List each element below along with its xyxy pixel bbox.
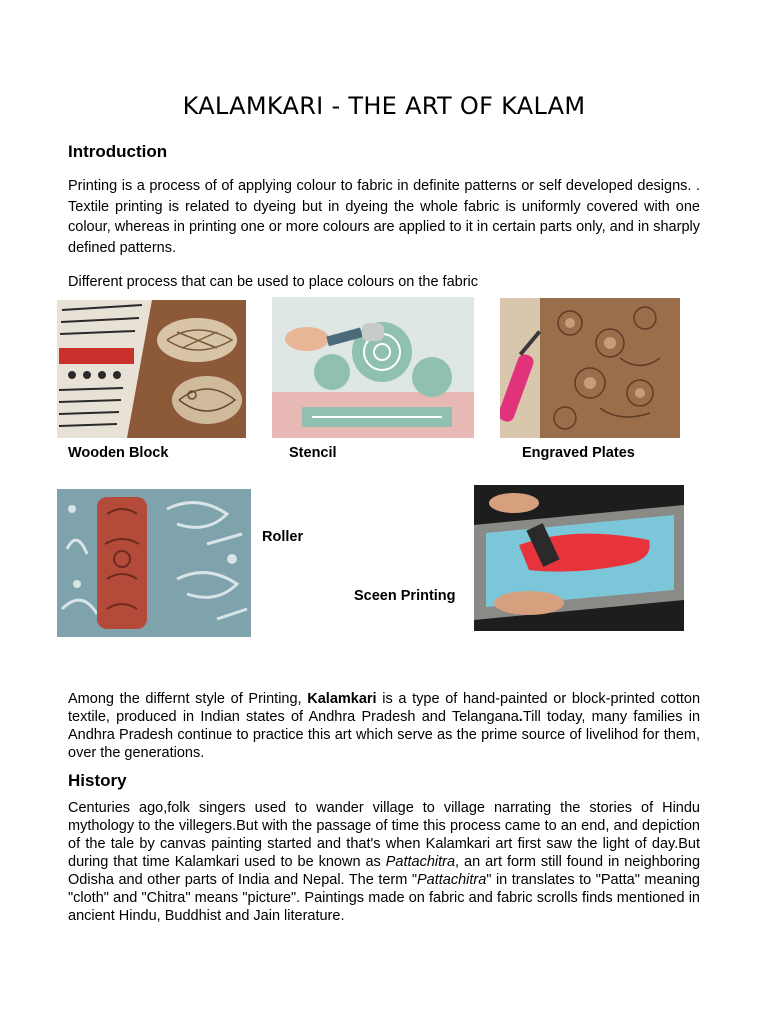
page-title: KALAMKARI - THE ART OF KALAM xyxy=(182,92,586,120)
stencil-image xyxy=(272,297,474,438)
caption-screen-printing: Sceen Printing xyxy=(354,588,456,604)
introduction-paragraph: Printing is a process of of applying colour to fabric in definite patterns or self developed designs. . Textile printing is related to dyeing but in dyeing the whole fabric is uniformly covered with one colour, whereas in printing one or more colours are applied to it in certain parts only, and in sharply defined patterns. xyxy=(68,178,700,256)
caption-engraved-plates: Engraved Plates xyxy=(522,445,635,461)
kalamkari-term: Kalamkari xyxy=(307,691,377,707)
kalamkari-paragraph: Among the differnt style of Printing, Kalamkari is a type of hand-painted or block-printed cotton textile, produced in Indian states of Andhra Pradesh and Telangana.Till today, many families in Andhra Pradesh continue to practice this art which serve as the prime source of livelihod for them, over the generations. xyxy=(68,691,701,761)
roller-image xyxy=(57,489,251,637)
screen-printing-image xyxy=(474,485,684,631)
history-heading: History xyxy=(68,771,127,790)
engraved-plates-image xyxy=(500,298,680,438)
caption-wooden-block: Wooden Block xyxy=(68,445,169,461)
process-line: Different process that can be used to place colours on the fabric xyxy=(68,274,479,290)
wooden-block-image xyxy=(57,300,246,438)
caption-roller: Roller xyxy=(262,529,304,545)
caption-stencil: Stencil xyxy=(289,445,337,461)
history-paragraph: Centuries ago,folk singers used to wander village to village narrating the stories of Hindu mythology to the villegers.But with the passage of time this process came to an end, and depiction of the tale by canvas painting started and that's when Kalamkari art first saw the light of day.But during that time Kalamkari used to be known as Pattachitra, an art form still found in neighboring Odisha and other parts of India and Nepal. The term "Pattachitra" in translates to "Patta" meaning "cloth" and "Chitra" means "picture". Paintings made on fabric and fabric scrolls finds mentioned in ancient Hindu, Buddhist and Jain literature. xyxy=(68,800,701,924)
introduction-heading: Introduction xyxy=(68,142,168,161)
